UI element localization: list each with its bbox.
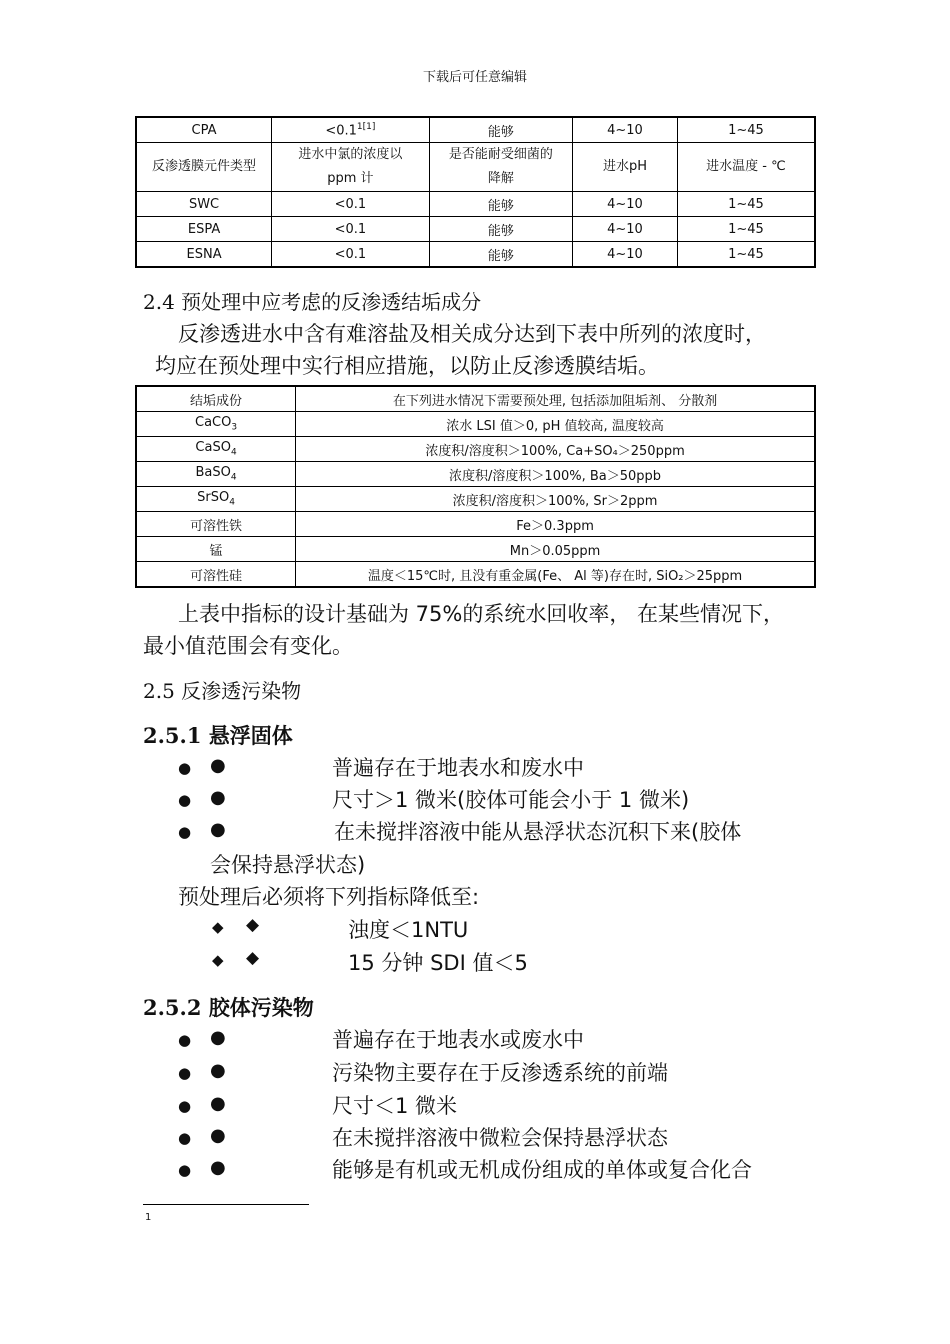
- table-cell: 能够: [429, 217, 572, 242]
- table-cell: [136, 437, 296, 462]
- header-cell: 结垢成份: [136, 386, 296, 412]
- table-cell: 锰: [136, 537, 296, 562]
- table-cell: 4~10: [573, 242, 678, 268]
- table-row: [136, 562, 815, 588]
- bullet-text: 尺寸＜1 微米: [332, 1094, 458, 1118]
- table-row: [136, 192, 815, 217]
- table-cell: [136, 462, 296, 487]
- table-row: [136, 462, 815, 487]
- subscript: 4: [230, 472, 237, 483]
- table-row: [136, 242, 815, 268]
- header-line: 是否能耐受细菌的: [448, 147, 553, 162]
- table-cell: ESPA: [136, 217, 272, 242]
- diamond-icon: ◆: [212, 918, 224, 936]
- compound-name: BaSO: [195, 465, 231, 481]
- sub-bullet-text: 浊度＜1NTU: [348, 918, 469, 942]
- table-cell: <0.1: [272, 242, 430, 268]
- bullet-icon: ●: [178, 1031, 192, 1049]
- table-cell: 能够: [429, 242, 572, 268]
- diamond-icon: ◆: [246, 948, 260, 968]
- table-cell: [136, 412, 296, 437]
- table-cell: ESNA: [136, 242, 272, 268]
- diamond-icon: ◆: [212, 951, 224, 969]
- table-cell: 1~45: [677, 192, 815, 217]
- compound-name: CaSO: [195, 440, 231, 456]
- bullet-icon: ●: [210, 819, 226, 840]
- section-2-4-title: 2.4 预处理中应考虑的反渗透结垢成分: [143, 290, 482, 314]
- bullet-text: 能够是有机或无机成份组成的单体或复合化合: [332, 1158, 752, 1182]
- table-row: [136, 217, 815, 242]
- bullet-icon: ●: [178, 1097, 192, 1115]
- subscript: 4: [229, 497, 235, 508]
- header-line: 降解: [487, 171, 514, 186]
- table-cell: 可溶性硅: [136, 562, 296, 588]
- compound-name: SrSO: [197, 490, 230, 506]
- table-cell: <0.1: [272, 192, 430, 217]
- table-cell: 4~10: [573, 117, 678, 143]
- bullet-icon: ●: [178, 759, 192, 777]
- table-cell: 温度＜15℃时, 且没有重金属(Fe、 Al 等)存在时, SiO₂＞25ppm: [296, 562, 815, 588]
- scaling-table: [135, 385, 816, 588]
- membrane-table: [135, 116, 816, 268]
- header-line: ppm 计: [327, 171, 374, 186]
- footnote-mark[interactable]: 1[1]: [356, 121, 376, 132]
- table-header-row: [136, 143, 815, 192]
- table-cell: 浓度积/溶度积＞100%, Ca+SO₄＞250ppm: [296, 437, 815, 462]
- bullet-icon: ●: [178, 791, 192, 809]
- bullet-icon: ●: [210, 755, 226, 776]
- table-cell: 浓度积/溶度积＞100%, Ba＞50ppb: [296, 462, 815, 487]
- paragraph-line: 反渗透进水中含有难溶盐及相关成分达到下表中所列的浓度时，: [178, 322, 766, 346]
- table-cell: SWC: [136, 192, 272, 217]
- subscript: 4: [230, 447, 237, 458]
- header-cell: 进水温度 - ℃: [677, 143, 815, 192]
- table-cell: 4~10: [573, 192, 678, 217]
- bullet-icon: ●: [210, 1093, 226, 1114]
- subscript: 3: [231, 422, 238, 433]
- bullet-icon: ●: [210, 1157, 226, 1178]
- table-cell: 1~45: [677, 217, 815, 242]
- table-cell: <0.1: [272, 217, 430, 242]
- section-2-5-2-title: 2.5.2 胶体污染物: [143, 995, 314, 1020]
- bullet-text: 污染物主要存在于反渗透系统的前端: [332, 1061, 668, 1085]
- bullet-icon: ●: [178, 1129, 192, 1147]
- table-row: [136, 512, 815, 537]
- bullet-icon: ●: [178, 1064, 192, 1082]
- table-cell: 能够: [429, 192, 572, 217]
- header-line: 进水中氯的浓度以: [298, 147, 403, 162]
- bullet-text: 普遍存在于地表水或废水中: [332, 1028, 584, 1052]
- bullet-icon: ●: [210, 1125, 226, 1146]
- bullet-icon: ●: [210, 1060, 226, 1081]
- bullet-icon: ●: [210, 787, 226, 808]
- page-header: 下载后可任意编辑: [422, 70, 527, 85]
- table-cell: Mn＞0.05ppm: [296, 537, 815, 562]
- table-row: [136, 412, 815, 437]
- bullet-text: 普遍存在于地表水和废水中: [332, 756, 584, 780]
- compound-name: CaCO: [195, 415, 232, 431]
- paragraph-line: 上表中指标的设计基础为 75%的系统水回收率， 在某些情况下，: [178, 602, 785, 626]
- header-cell: 在下列进水情况下需要预处理, 包括添加阻垢剂、 分散剂: [296, 386, 815, 412]
- bullet-text: 在未搅拌溶液中能从悬浮状态沉积下来(胶体: [334, 820, 742, 844]
- header-cell: [429, 143, 572, 192]
- footnote-divider: [143, 1204, 309, 1205]
- sub-bullet-text: 15 分钟 SDI 值＜5: [348, 951, 528, 975]
- header-cell: 进水pH: [573, 143, 678, 192]
- table-cell: 4~10: [573, 217, 678, 242]
- bullet-text: 尺寸＞1 微米(胶体可能会小于 1 微米): [332, 788, 690, 812]
- header-cell: 反渗透膜元件类型: [136, 143, 272, 192]
- cell-value: <0.1: [325, 123, 357, 139]
- table-cell: [136, 487, 296, 512]
- section-2-5-1-title: 2.5.1 悬浮固体: [143, 723, 293, 748]
- bullet-text: 在未搅拌溶液中微粒会保持悬浮状态: [332, 1126, 668, 1150]
- pretreat-intro: 预处理后必须将下列指标降低至:: [178, 885, 480, 909]
- table-cell: 1~45: [677, 242, 815, 268]
- bullet-icon: ●: [178, 823, 192, 841]
- section-2-5-title: 2.5 反渗透污染物: [143, 679, 302, 703]
- table-cell: CPA: [136, 117, 272, 143]
- header-cell: [272, 143, 430, 192]
- table-cell: 可溶性铁: [136, 512, 296, 537]
- table-row: [136, 437, 815, 462]
- diamond-icon: ◆: [246, 915, 260, 935]
- paragraph-line: 均应在预处理中实行相应措施，以防止反渗透膜结垢。: [155, 354, 659, 378]
- footnote: 1: [145, 1212, 152, 1223]
- bullet-icon: ●: [210, 1027, 226, 1048]
- table-cell: [272, 117, 430, 143]
- table-cell: Fe＞0.3ppm: [296, 512, 815, 537]
- paragraph-line: 最小值范围会有变化。: [143, 634, 353, 658]
- table-row: [136, 117, 815, 143]
- table-header-row: [136, 386, 815, 412]
- table-cell: 能够: [429, 117, 572, 143]
- table-cell: 1~45: [677, 117, 815, 143]
- table-row: [136, 537, 815, 562]
- bullet-icon: ●: [178, 1161, 192, 1179]
- table-cell: 浓度积/溶度积＞100%, Sr＞2ppm: [296, 487, 815, 512]
- table-row: [136, 487, 815, 512]
- bullet-text-continued: 会保持悬浮状态): [210, 853, 366, 877]
- table-cell: 浓水 LSI 值＞0, pH 值较高, 温度较高: [296, 412, 815, 437]
